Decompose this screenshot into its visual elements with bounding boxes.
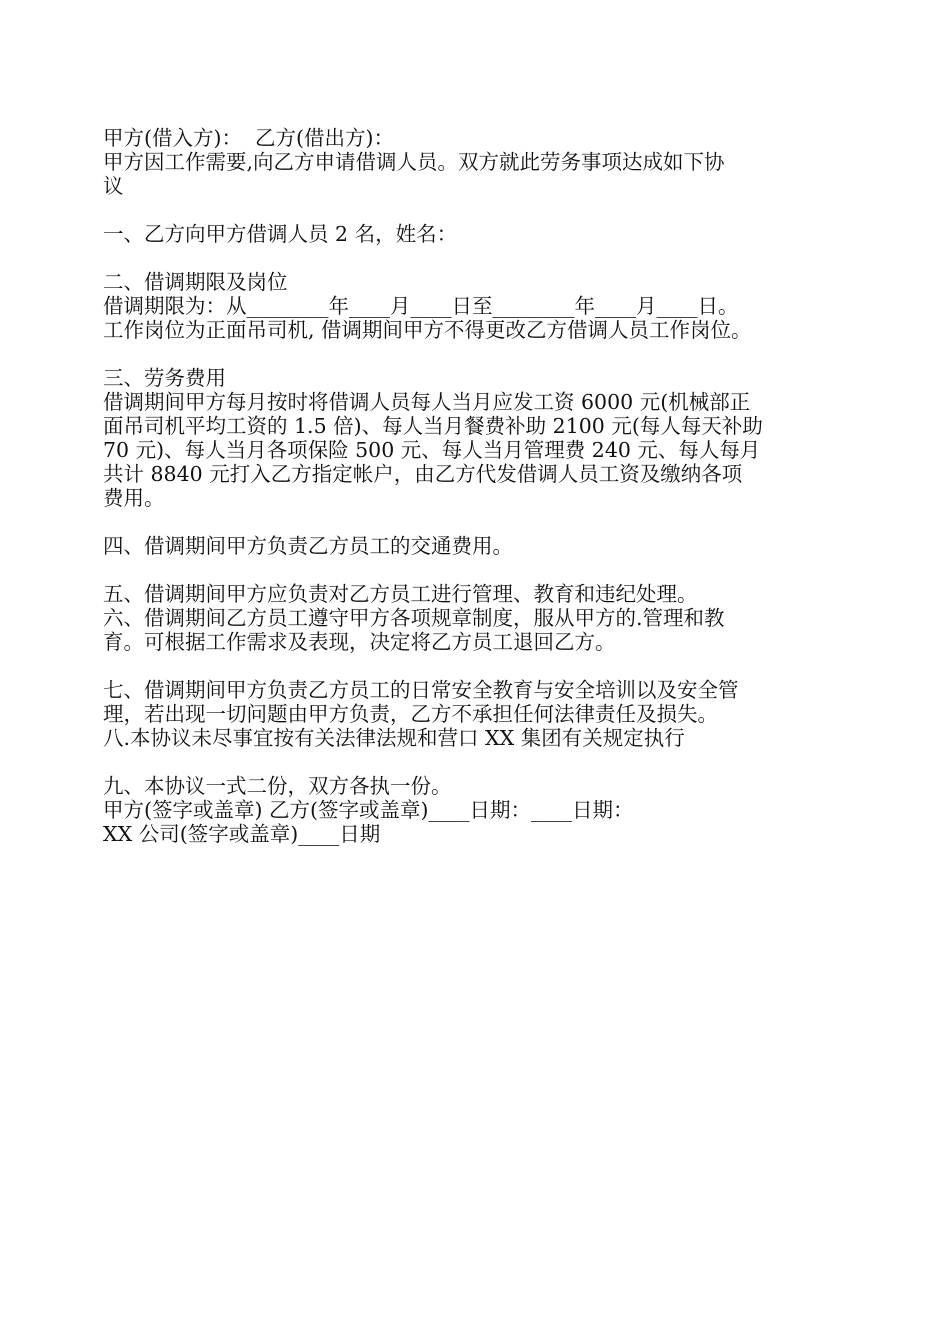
line-27: 九、本协议一式二份，双方各执一份。 xyxy=(103,774,452,798)
blank-line xyxy=(103,510,910,534)
blank-line xyxy=(103,558,910,582)
line-24: 理，若出现一切问题由甲方负责，乙方不承担任何法律责任及损失。 xyxy=(103,702,718,726)
line-19: 五、借调期间甲方应负责对乙方员工进行管理、教育和违纪处理。 xyxy=(103,582,698,606)
line-0: 甲方(借入方)： 乙方(借出方)： xyxy=(103,126,395,150)
line-12: 面吊司机平均工资的 1.5 倍)、每人当月餐费补助 2100 元(每人每天补助 xyxy=(103,414,763,438)
blank-line xyxy=(103,654,910,678)
line-28: 甲方(签字或盖章) 乙方(签字或盖章)____日期：____日期： xyxy=(103,798,634,822)
line-11: 借调期间甲方每月按时将借调人员每人当月应发工资 6000 元(机械部正 xyxy=(103,390,751,414)
line-23: 七、借调期间甲方负责乙方员工的日常安全教育与安全培训以及安全管 xyxy=(103,678,739,702)
blank-line xyxy=(103,342,910,366)
line-15: 费用。 xyxy=(103,486,165,510)
line-7: 借调期限为：从________年____月____日至________年____月____日。 xyxy=(103,294,739,318)
line-17: 四、借调期间甲方负责乙方员工的交通费用。 xyxy=(103,534,513,558)
line-21: 育。可根据工作需求及表现，决定将乙方员工退回乙方。 xyxy=(103,630,616,654)
line-4: 一、乙方向甲方借调人员 2 名，姓名： xyxy=(103,222,458,246)
line-25: 八.本协议未尽事宜按有关法律法规和营口 XX 集团有关规定执行 xyxy=(103,726,685,750)
line-1: 甲方因工作需要,向乙方申请借调人员。双方就此劳务事项达成如下协 xyxy=(103,150,725,174)
line-8: 工作岗位为正面吊司机, 借调期间甲方不得更改乙方借调人员工作岗位。 xyxy=(103,318,752,342)
blank-line xyxy=(103,246,910,270)
blank-line xyxy=(103,750,910,774)
blank-line xyxy=(103,198,910,222)
line-10: 三、劳务费用 xyxy=(103,366,226,390)
line-13: 70 元)、每人当月各项保险 500 元、每人当月管理费 240 元、每人每月 xyxy=(103,438,761,462)
line-14: 共计 8840 元打入乙方指定帐户，由乙方代发借调人员工资及缴纳各项 xyxy=(103,462,743,486)
line-29: XX 公司(签字或盖章)____日期 xyxy=(103,822,381,846)
line-6: 二、借调期限及岗位 xyxy=(103,270,288,294)
line-20: 六、借调期间乙方员工遵守甲方各项规章制度，服从甲方的.管理和教 xyxy=(103,606,725,630)
line-2: 议 xyxy=(103,174,124,198)
